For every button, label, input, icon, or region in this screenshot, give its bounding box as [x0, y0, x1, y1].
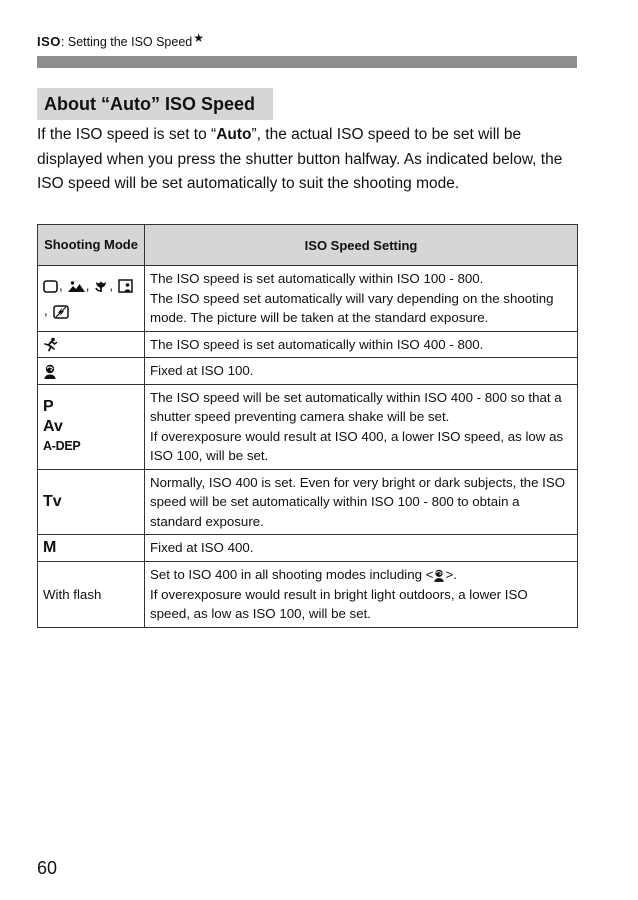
setting-cell [145, 562, 578, 628]
header-bar [37, 56, 577, 68]
table-row [38, 562, 578, 628]
advanced-star-mark: ★ [193, 31, 205, 45]
table-row [38, 358, 578, 385]
icon-separator: , [85, 277, 90, 293]
intro-auto-word: Auto [216, 126, 252, 143]
mode-tv: Tv [43, 492, 62, 510]
mode-cell [38, 562, 145, 628]
icon-separator: , [109, 277, 114, 293]
night-portrait-icon [118, 276, 133, 296]
mode-cell [38, 535, 145, 562]
setting-text: Set to ISO 400 in all shooting modes including < [150, 567, 434, 582]
table-row [38, 384, 578, 469]
setting-line: Fixed at ISO 400. [150, 540, 254, 556]
setting-cell [145, 469, 578, 535]
header-shooting-mode: Shooting Mode [38, 225, 145, 266]
mode-cell [38, 266, 145, 332]
setting-line: Fixed at ISO 100. [150, 363, 254, 378]
setting-text: >. [445, 567, 457, 582]
setting-line: Normally, ISO 400 is set. Even for very bright or dark subjects, the ISO speed will be set automatically within ISO 100 - 800 to obtain a standard exposure. [150, 474, 566, 529]
mode-icon-group [43, 276, 137, 321]
setting-line: The ISO speed set automatically will vary depending on the shooting mode. The picture will be taken at the standard exposure. [150, 290, 554, 325]
mode-cell [38, 469, 145, 535]
setting-cell [145, 266, 578, 332]
setting-cell [145, 535, 578, 562]
header-iso-speed-setting: ISO Speed Setting [145, 225, 578, 266]
landscape-icon [68, 276, 85, 296]
section-title [37, 88, 273, 120]
full-auto-icon [43, 276, 58, 296]
table-row [38, 331, 578, 358]
page-header [37, 31, 205, 49]
portrait-icon [433, 567, 445, 582]
portrait-icon [43, 363, 57, 378]
intro-paragraph [37, 123, 582, 197]
flash-off-icon [53, 301, 69, 321]
table-row [38, 535, 578, 562]
sports-icon [43, 337, 58, 352]
setting-line: If overexposure would result in bright light outdoors, a lower ISO speed, as low as ISO 100, will be set. [150, 586, 528, 621]
mode-p: P [43, 397, 54, 415]
mode-a-dep: A-DEP [43, 438, 81, 453]
mode-m: M [43, 539, 57, 556]
table-row [38, 469, 578, 535]
mode-cell [38, 331, 145, 358]
iso-speed-table [37, 224, 578, 628]
section-title-text: About “Auto” ISO Speed [44, 93, 255, 114]
mode-cell [38, 358, 145, 385]
page-number: 60 [37, 858, 58, 878]
setting-line [150, 565, 570, 585]
setting-line: The ISO speed is set automatically within ISO 400 - 800. [150, 336, 484, 352]
intro-text-after: ”, the actual ISO speed to be set will be displayed when you press the shutter button halfway. As indicated below, the ISO speed will be set automatically to suit the shooting mode. [37, 126, 563, 192]
setting-cell [145, 331, 578, 358]
setting-line: The ISO speed is set automatically within ISO 100 - 800. [150, 271, 484, 286]
table-header-row [38, 225, 578, 266]
intro-text-before: If the ISO speed is set to “ [37, 126, 217, 143]
setting-line: If overexposure would result at ISO 400, a lower ISO speed, as low as ISO 100, will be set. [150, 428, 564, 463]
setting-line: The ISO speed will be set automatically within ISO 400 - 800 so that a shutter speed preventing camera shake will be set. [150, 389, 562, 424]
header-title: : Setting the ISO Speed [60, 35, 193, 49]
mode-cell [38, 384, 145, 469]
iso-glyph: ISO [37, 34, 61, 49]
setting-cell [145, 358, 578, 385]
table-row [38, 266, 578, 332]
mode-av: Av [43, 417, 63, 435]
icon-separator: , [59, 277, 63, 293]
close-up-icon [94, 276, 108, 296]
icon-separator: , [44, 303, 48, 319]
setting-cell [145, 384, 578, 469]
mode-with-flash: With flash [43, 586, 102, 602]
